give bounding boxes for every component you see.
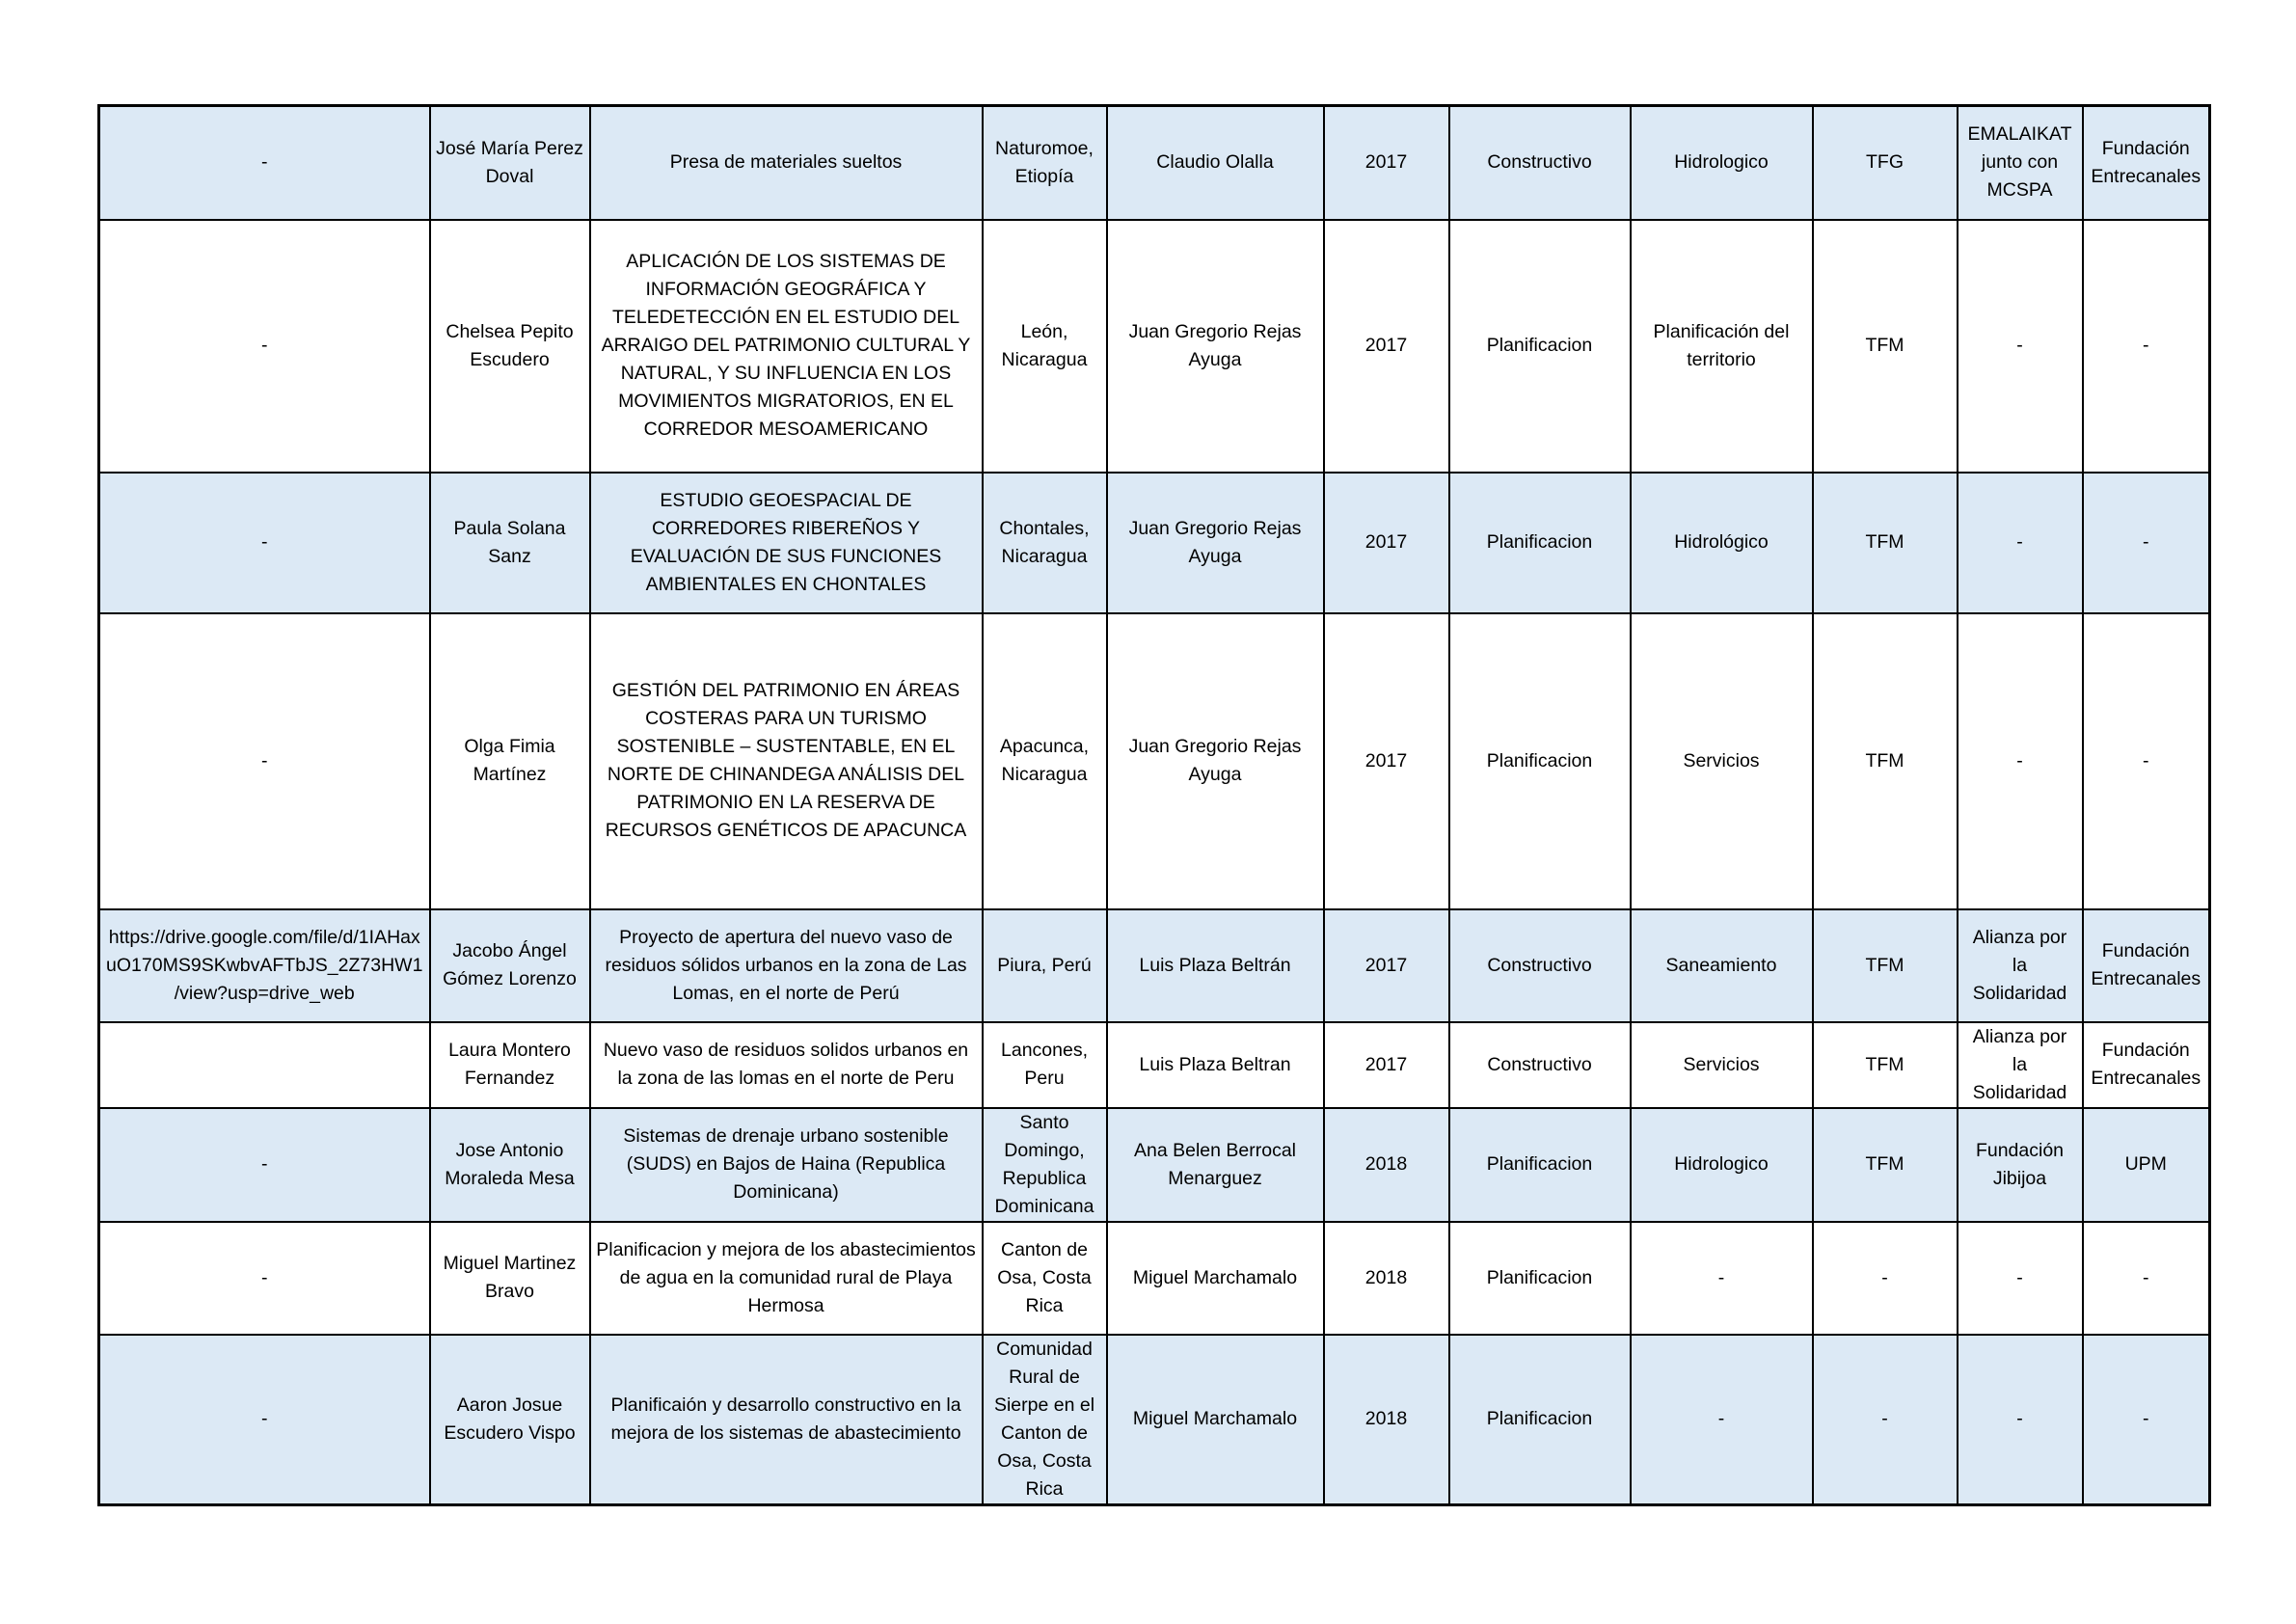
cell-tutor: Claudio Olalla [1107, 106, 1324, 220]
table-row [99, 1022, 2210, 1108]
table-row [99, 1335, 2210, 1505]
cell-funder: - [2083, 220, 2210, 473]
cell-student: Jose Antonio Moraleda Mesa [430, 1108, 590, 1222]
cell-location: Canton de Osa, Costa Rica [983, 1222, 1107, 1335]
cell-link: - [99, 106, 430, 220]
cell-tutor: Luis Plaza Beltrán [1107, 909, 1324, 1022]
cell-student: José María Perez Doval [430, 106, 590, 220]
cell-funder: - [2083, 473, 2210, 613]
cell-tutor: Luis Plaza Beltran [1107, 1022, 1324, 1108]
cell-funder: Fundación Entrecanales [2083, 1022, 2210, 1108]
cell-area: Hidrologico [1631, 1108, 1813, 1222]
cell-title: Planificaión y desarrollo constructivo en la mejora de los sistemas de abastecimiento [590, 1335, 983, 1505]
cell-funder: Fundación Entrecanales [2083, 106, 2210, 220]
cell-year: 2017 [1324, 1022, 1449, 1108]
cell-funder: UPM [2083, 1108, 2210, 1222]
cell-type: Planificacion [1449, 473, 1631, 613]
cell-title: Nuevo vaso de residuos solidos urbanos en la zona de las lomas en el norte de Peru [590, 1022, 983, 1108]
cell-student: Paula Solana Sanz [430, 473, 590, 613]
cell-area: Hidrológico [1631, 473, 1813, 613]
cell-funder: - [2083, 613, 2210, 909]
cell-funder: Fundación Entrecanales [2083, 909, 2210, 1022]
cell-partner: Fundación Jibijoa [1958, 1108, 2083, 1222]
cell-type: Planificacion [1449, 1222, 1631, 1335]
cell-partner: EMALAIKAT junto con MCSPA [1958, 106, 2083, 220]
cell-degree: - [1813, 1222, 1958, 1335]
cell-tutor: Ana Belen Berrocal Menarguez [1107, 1108, 1324, 1222]
cell-title: Presa de materiales sueltos [590, 106, 983, 220]
cell-year: 2017 [1324, 909, 1449, 1022]
cell-tutor: Juan Gregorio Rejas Ayuga [1107, 613, 1324, 909]
cell-student: Laura Montero Fernandez [430, 1022, 590, 1108]
cell-type: Planificacion [1449, 220, 1631, 473]
cell-title: GESTIÓN DEL PATRIMONIO EN ÁREAS COSTERAS PARA UN TURISMO SOSTENIBLE – SUSTENTABLE, EN EL NORTE DE CHINANDEGA ANÁLISIS DEL PATRIMONIO EN LA RESERVA DE RECURSOS GENÉTICOS DE APACUNCA [590, 613, 983, 909]
cell-link: - [99, 1108, 430, 1222]
cell-link: - [99, 473, 430, 613]
table-row [99, 909, 2210, 1022]
cell-title: APLICACIÓN DE LOS SISTEMAS DE INFORMACIÓN GEOGRÁFICA Y TELEDETECCIÓN EN EL ESTUDIO DEL ARRAIGO DEL PATRIMONIO CULTURAL Y NATURAL, Y SU INFLUENCIA EN LOS MOVIMIENTOS MIGRATORIOS, EN EL CORREDOR MESOAMERICANO [590, 220, 983, 473]
table-row [99, 473, 2210, 613]
cell-location: Santo Domingo, Republica Dominicana [983, 1108, 1107, 1222]
table-row [99, 106, 2210, 220]
table-row [99, 220, 2210, 473]
cell-partner: - [1958, 220, 2083, 473]
cell-degree: TFG [1813, 106, 1958, 220]
cell-partner: - [1958, 1335, 2083, 1505]
cell-funder: - [2083, 1222, 2210, 1335]
cell-partner: - [1958, 613, 2083, 909]
cell-type: Planificacion [1449, 1335, 1631, 1505]
cell-degree: TFM [1813, 1108, 1958, 1222]
cell-year: 2018 [1324, 1335, 1449, 1505]
cell-area: Saneamiento [1631, 909, 1813, 1022]
cell-partner: - [1958, 473, 2083, 613]
cell-area: - [1631, 1335, 1813, 1505]
cell-area: Planificación del territorio [1631, 220, 1813, 473]
cell-location: León, Nicaragua [983, 220, 1107, 473]
cell-degree: TFM [1813, 473, 1958, 613]
cell-area: Servicios [1631, 1022, 1813, 1108]
cell-degree: - [1813, 1335, 1958, 1505]
cell-area: Servicios [1631, 613, 1813, 909]
projects-table [97, 104, 2211, 1506]
cell-type: Constructivo [1449, 106, 1631, 220]
cell-link: - [99, 613, 430, 909]
cell-year: 2017 [1324, 106, 1449, 220]
cell-location: Chontales, Nicaragua [983, 473, 1107, 613]
cell-year: 2017 [1324, 220, 1449, 473]
cell-student: Aaron Josue Escudero Vispo [430, 1335, 590, 1505]
cell-tutor: Juan Gregorio Rejas Ayuga [1107, 220, 1324, 473]
cell-location: Naturomoe, Etiopía [983, 106, 1107, 220]
cell-student: Chelsea Pepito Escudero [430, 220, 590, 473]
cell-location: Piura, Perú [983, 909, 1107, 1022]
cell-student: Olga Fimia Martínez [430, 613, 590, 909]
cell-type: Planificacion [1449, 1108, 1631, 1222]
cell-student: Jacobo Ángel Gómez Lorenzo [430, 909, 590, 1022]
cell-area: Hidrologico [1631, 106, 1813, 220]
cell-link[interactable]: https://drive.google.com/file/d/1IAHaxuO170MS9SKwbvAFTbJS_2Z73HW1/view?usp=drive_web [99, 909, 430, 1022]
cell-area: - [1631, 1222, 1813, 1335]
table-row [99, 613, 2210, 909]
cell-partner: Alianza por la Solidaridad [1958, 1022, 2083, 1108]
cell-title: Planificacion y mejora de los abastecimientos de agua en la comunidad rural de Playa Hermosa [590, 1222, 983, 1335]
cell-location: Comunidad Rural de Sierpe en el Canton de Osa, Costa Rica [983, 1335, 1107, 1505]
cell-title: Proyecto de apertura del nuevo vaso de residuos sólidos urbanos en la zona de Las Lomas, en el norte de Perú [590, 909, 983, 1022]
table-row [99, 1108, 2210, 1222]
cell-year: 2017 [1324, 613, 1449, 909]
table-row [99, 1222, 2210, 1335]
cell-student: Miguel Martinez Bravo [430, 1222, 590, 1335]
cell-partner: - [1958, 1222, 2083, 1335]
cell-type: Constructivo [1449, 1022, 1631, 1108]
cell-degree: TFM [1813, 613, 1958, 909]
cell-link: - [99, 1335, 430, 1505]
cell-funder: - [2083, 1335, 2210, 1505]
cell-year: 2018 [1324, 1108, 1449, 1222]
cell-degree: TFM [1813, 909, 1958, 1022]
cell-link [99, 1022, 430, 1108]
cell-title: ESTUDIO GEOESPACIAL DE CORREDORES RIBEREÑOS Y EVALUACIÓN DE SUS FUNCIONES AMBIENTALES EN CHONTALES [590, 473, 983, 613]
cell-type: Constructivo [1449, 909, 1631, 1022]
cell-tutor: Miguel Marchamalo [1107, 1222, 1324, 1335]
cell-location: Lancones, Peru [983, 1022, 1107, 1108]
cell-location: Apacunca, Nicaragua [983, 613, 1107, 909]
cell-tutor: Juan Gregorio Rejas Ayuga [1107, 473, 1324, 613]
cell-year: 2017 [1324, 473, 1449, 613]
cell-tutor: Miguel Marchamalo [1107, 1335, 1324, 1505]
cell-partner: Alianza por la Solidaridad [1958, 909, 2083, 1022]
cell-degree: TFM [1813, 1022, 1958, 1108]
cell-type: Planificacion [1449, 613, 1631, 909]
cell-title: Sistemas de drenaje urbano sostenible (SUDS) en Bajos de Haina (Republica Dominicana) [590, 1108, 983, 1222]
cell-link: - [99, 220, 430, 473]
cell-link: - [99, 1222, 430, 1335]
cell-year: 2018 [1324, 1222, 1449, 1335]
cell-degree: TFM [1813, 220, 1958, 473]
